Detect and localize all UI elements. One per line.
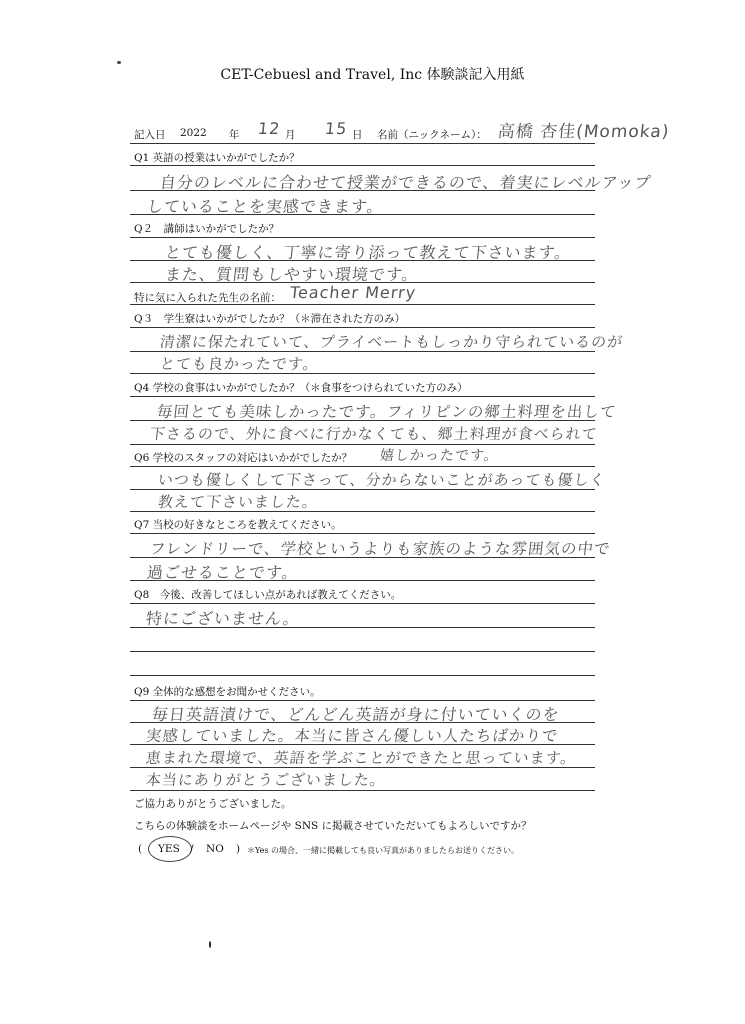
question-4-answer-line-2: 下さるので、外に食べに行かなくても、郷土料理が食べられて xyxy=(149,425,599,443)
year-label: 年 xyxy=(229,129,240,141)
thanks-text: ご協力ありがとうございました。 xyxy=(134,798,292,810)
day-value: 15 xyxy=(324,119,349,138)
question-8-answer-line-1: 特にございません。 xyxy=(144,609,301,628)
rule xyxy=(130,580,595,581)
rule xyxy=(130,190,595,191)
rule xyxy=(130,675,595,676)
question-2-answer-line-2: また、質問もしやすい環境です。 xyxy=(163,265,420,284)
question-4-answer-line-1: 毎回とても美味しかったです。フィリピンの郷土料理を出して xyxy=(155,403,618,421)
month-label: 月 xyxy=(285,129,296,141)
rule xyxy=(130,651,595,652)
date-label: 記入日 xyxy=(134,129,166,141)
paren-close: ) xyxy=(236,843,241,855)
yes-option[interactable]: YES xyxy=(158,843,180,855)
rule xyxy=(130,214,595,215)
rule xyxy=(130,351,595,352)
month-value: 12 xyxy=(257,119,282,138)
rule xyxy=(130,143,595,144)
question-3-label: Q３ 学生寮はいかがでしたか？（＊滞在された方のみ） xyxy=(134,313,406,325)
rule xyxy=(130,260,595,261)
ink-speck xyxy=(209,941,211,948)
rule xyxy=(130,466,595,467)
question-9-answer-line-1: 毎日英語漬けで、どんどん英語が身に付いていくのを xyxy=(150,705,561,724)
no-option[interactable]: NO xyxy=(206,843,224,855)
name-label: 名前（ニックネーム）： xyxy=(377,129,487,141)
question-6-inline-answer: 嬉しかったです。 xyxy=(379,448,500,464)
slash: / xyxy=(190,843,194,855)
question-7-answer-line-1: フレンドリーで、学校というよりも家族のような雰囲気の中で xyxy=(148,540,612,558)
question-2-label: Q２ 講師はいかがでしたか？ xyxy=(134,223,280,235)
question-3-answer-line-1: 清潔に保たれていて、プライベートもしっかり守られているのが xyxy=(159,333,625,351)
question-7-label: Q7 当校の好きなところを教えてください。 xyxy=(134,519,342,531)
question-1-answer-line-2: していることを実感できます。 xyxy=(145,197,385,216)
rule xyxy=(130,237,595,238)
rule xyxy=(130,700,595,701)
question-7-answer-line-2: 過ごせることです。 xyxy=(145,563,300,582)
question-1-label: Q1 英語の授業はいかがでしたか？ xyxy=(134,152,300,164)
teacher-label: 特に気に入られた先生の名前： xyxy=(134,292,281,304)
rule xyxy=(130,373,595,374)
name-value: 高橋 杏佳(Momoka) xyxy=(496,122,671,142)
question-1-answer-line-1: 自分のレベルに合わせて授業ができるので、着実にレベルアップ xyxy=(158,173,653,192)
rule xyxy=(130,165,595,166)
question-9-answer-line-3: 恵まれた環境で、英語を学ぶことができたと思っています。 xyxy=(145,749,578,767)
question-9-answer-line-2: 実感していました。本当に皆さん優しい人たちばかりで xyxy=(144,727,560,745)
sns-note: ＊Yes の場合、一緒に掲載しても良い写真がありましたらお送りください。 xyxy=(247,846,519,855)
rule xyxy=(130,603,595,604)
teacher-value: Teacher Merry xyxy=(289,283,418,302)
year-value: 2022 xyxy=(180,127,207,139)
question-3-answer-line-2: とても良かったです。 xyxy=(159,355,320,373)
rule xyxy=(130,489,595,490)
question-4-label: Q4 学校の食事はいかがでしたか？（＊食事をつけられていた方のみ） xyxy=(134,382,468,394)
rule xyxy=(130,396,595,397)
rule xyxy=(130,327,595,328)
question-9-answer-line-4: 本当にありがとうございました。 xyxy=(145,771,387,789)
rule xyxy=(130,627,595,628)
day-label: 日 xyxy=(352,129,363,141)
question-6-label: Q6 学校のスタッフの対応はいかがでしたか？ xyxy=(134,452,353,464)
rule xyxy=(130,304,595,305)
question-9-label: Q9 全体的な感想をお聞かせください。 xyxy=(134,686,321,698)
rule xyxy=(130,557,595,558)
question-8-label: Q8 今後、改善してほしい点があれば教えてください。 xyxy=(134,589,402,601)
rule xyxy=(130,744,595,745)
rule xyxy=(130,767,595,768)
rule xyxy=(130,420,595,421)
form-title: CET-Cebuesl and Travel, Inc 体験談記入用紙 xyxy=(220,67,525,83)
rule xyxy=(130,790,595,791)
sns-question: こちらの体験談をホームページや SNS に掲載させていただいてもよろしいですか？ xyxy=(134,820,532,832)
question-6-answer-line-1: いつも優しくして下さって、分からないことがあっても優しく xyxy=(157,471,607,489)
rule xyxy=(130,722,595,723)
question-2-answer-line-1: とても優しく、丁寧に寄り添って教えて下さいます。 xyxy=(163,243,573,262)
question-6-answer-line-2: 教えて下さいました。 xyxy=(157,493,319,511)
rule xyxy=(130,444,595,445)
rule xyxy=(130,511,595,512)
paren-open: ( xyxy=(138,843,143,855)
rule xyxy=(130,533,595,534)
